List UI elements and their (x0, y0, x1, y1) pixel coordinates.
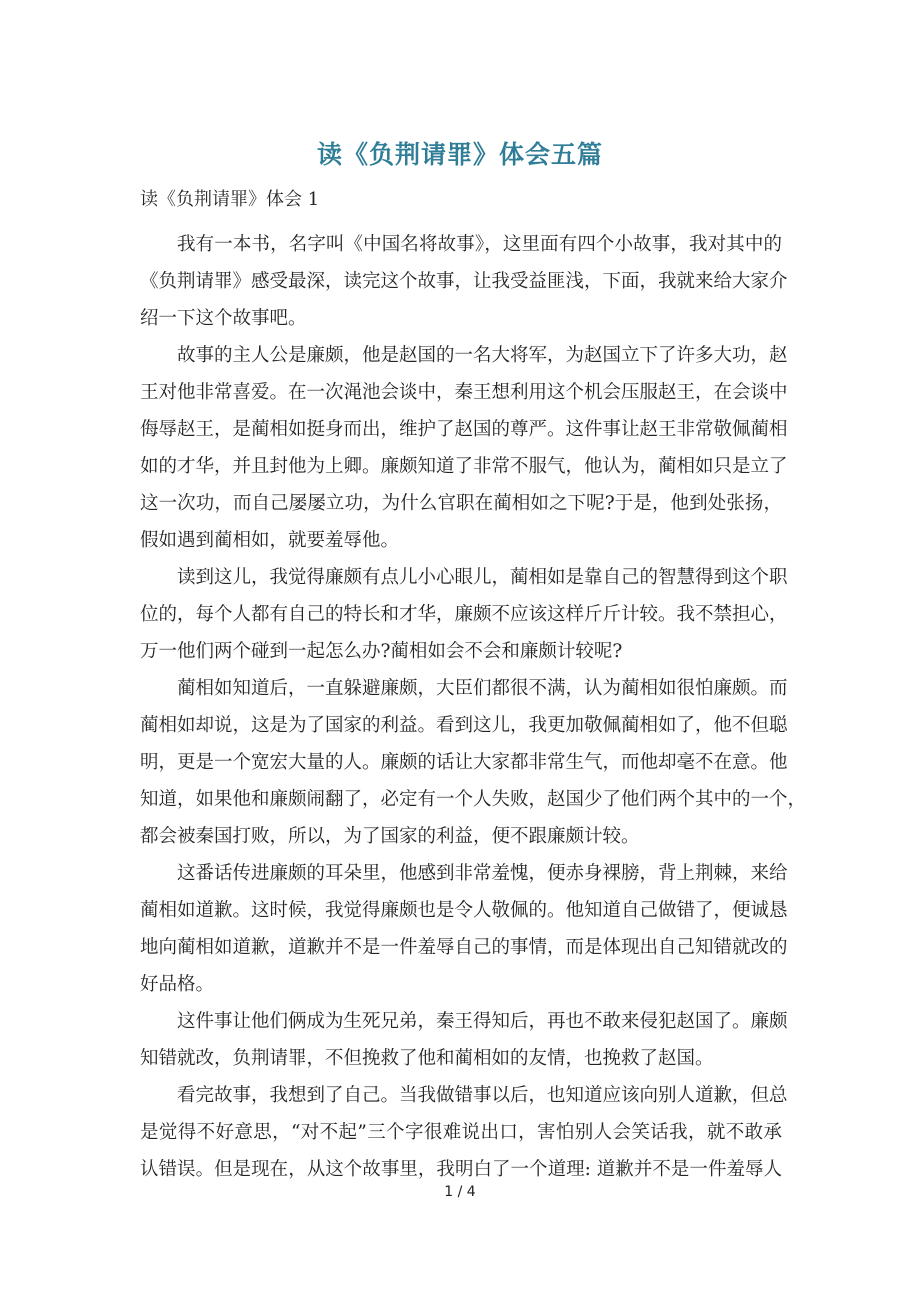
text-line: 这一次功，而自己屡屡立功，为什么官职在蔺相如之下呢?于是，他到处张扬， (140, 493, 782, 514)
text-line: 蔺相如知道后，一直躲避廉颇，大臣们都很不满，认为蔺相如很怕廉颇。而 (177, 678, 788, 699)
text-line: 蔺相如却说，这是为了国家的利益。看到这儿，我更加敬佩蔺相如了，他不但聪 (140, 715, 788, 736)
text-line: 侮辱赵王，是蔺相如挺身而出，维护了赵国的尊严。这件事让赵王非常敬佩蔺相 (140, 419, 788, 440)
text-line: 都会被秦国打败，所以，为了国家的利益，便不跟廉颇计较。 (140, 826, 640, 847)
paragraph (140, 337, 788, 559)
document-title: 读《负荆请罪》体会五篇 (316, 140, 603, 169)
page-number: 1 / 4 (444, 1184, 476, 1200)
text-line: 王对他非常喜爱。在一次渑池会谈中，秦王想利用这个机会压服赵王，在会谈中 (140, 382, 788, 403)
text-line: 位的，每个人都有自己的特长和才华，廉颇不应该这样斤斤计较。我不禁担心， (140, 604, 788, 625)
text-line: 知错就改，负荆请罪，不但挽救了他和蔺相如的友情，也挽救了赵国。 (140, 1048, 714, 1069)
text-line: 蔺相如道歉。这时候，我觉得廉颇也是令人敬佩的。他知道自己做错了，便诚恳 (140, 900, 788, 921)
document-body (140, 226, 807, 1188)
text-line: 看完故事，我想到了自己。当我做错事以后，也知道应该向别人道歉，但总 (177, 1085, 788, 1106)
paragraph (140, 670, 807, 855)
text-line: 这件事让他们俩成为生死兄弟，秦王得知后，再也不敢来侵犯赵国了。廉颇 (177, 1011, 788, 1032)
text-line: 是觉得不好意思，“对不起”三个字很难说出口，害怕别人会笑话我，就不敢承 (140, 1122, 782, 1143)
text-line: 读到这儿，我觉得廉颇有点儿小心眼儿，蔺相如是靠自己的智慧得到这个职 (177, 567, 788, 588)
paragraph (140, 559, 788, 670)
text-line: 绍一下这个故事吧。 (140, 308, 307, 329)
text-line: 万一他们两个碰到一起怎么办?蔺相如会不会和廉颇计较呢? (140, 641, 623, 662)
text-line: 如的才华，并且封他为上卿。廉颇知道了非常不服气，他认为，蔺相如只是立了 (140, 456, 788, 477)
text-line: 假如遇到蔺相如，就要羞辱他。 (140, 530, 400, 551)
paragraph (140, 1003, 788, 1077)
text-line: 明，更是一个宽宏大量的人。廉颇的话让大家都非常生气，而他却毫不在意。他 (140, 752, 788, 773)
text-line: 地向蔺相如道歉，道歉并不是一件羞辱自己的事情，而是体现出自己知错就改的 (140, 937, 788, 958)
paragraph (140, 855, 788, 1003)
paragraph (140, 226, 788, 337)
text-line: 认错误。但是现在，从这个故事里，我明白了一个道理: 道歉并不是一件羞辱人 (140, 1159, 782, 1180)
text-line: 故事的主人公是廉颇，他是赵国的一名大将军，为赵国立下了许多大功，赵 (177, 345, 788, 366)
text-line: 《负荆请罪》感受最深，读完这个故事，让我受益匪浅，下面，我就来给大家介 (140, 271, 788, 292)
text-line: 这番话传进廉颇的耳朵里，他感到非常羞愧，便赤身裸膀，背上荆棘，来给 (177, 863, 788, 884)
paragraph (140, 1077, 788, 1188)
section-heading: 读《负荆请罪》体会 1 (140, 189, 320, 210)
text-line: 好品格。 (140, 974, 215, 995)
text-line: 我有一本书，名字叫《中国名将故事》，这里面有四个小故事，我对其中的 (177, 234, 782, 255)
text-line: 知道，如果他和廉颇闹翻了，必定有一个人失败，赵国少了他们两个其中的一个， (140, 789, 807, 810)
